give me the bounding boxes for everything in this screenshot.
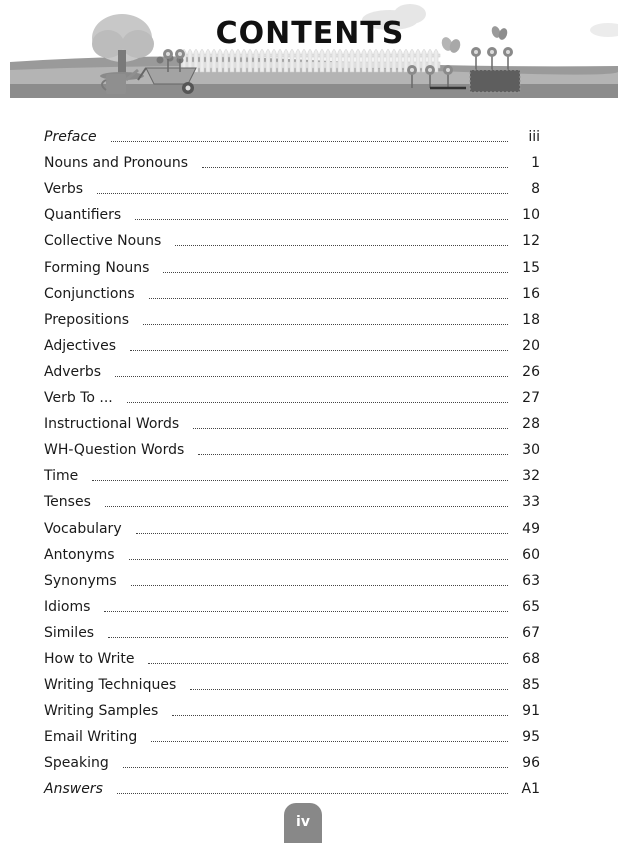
dot-leader <box>151 740 508 742</box>
toc-entry <box>44 642 540 668</box>
toc-entry <box>44 250 540 276</box>
toc-entry-page: 32 <box>522 468 540 485</box>
toc-entry-label: Collective Nouns <box>44 233 162 250</box>
toc-entry-page: 26 <box>522 363 540 380</box>
toc-entry-page: A1 <box>521 781 540 798</box>
toc-entry-label: Verb To ... <box>44 390 113 407</box>
toc-entry-page: 1 <box>531 155 540 172</box>
toc-entry <box>44 668 540 694</box>
toc-entry <box>44 694 540 720</box>
toc-entry-page: 16 <box>522 285 540 302</box>
toc-entry <box>44 772 540 798</box>
dot-leader <box>131 584 508 586</box>
toc-entry-page: 27 <box>522 390 540 407</box>
toc-entry <box>44 277 540 303</box>
dot-leader <box>135 218 508 220</box>
toc-entry-label: Quantifiers <box>44 207 122 224</box>
toc-entry-page: 60 <box>522 546 540 563</box>
toc-entry-label: Speaking <box>44 755 109 772</box>
toc-entry <box>44 564 540 590</box>
toc-entry-page: 8 <box>531 181 540 198</box>
toc-entry-label: Answers <box>44 781 103 798</box>
toc-entry <box>44 407 540 433</box>
dot-leader <box>104 610 508 612</box>
toc-entry <box>44 146 540 172</box>
toc-entry-label: Similes <box>44 624 95 641</box>
toc-entry-label: Forming Nouns <box>44 259 150 276</box>
toc-entry-page: 12 <box>522 233 540 250</box>
toc-entry-label: Nouns and Pronouns <box>44 155 189 172</box>
dot-leader <box>97 192 508 194</box>
toc-entry-page: 67 <box>522 624 540 641</box>
dot-leader <box>127 401 508 403</box>
toc-entry-label: Prepositions <box>44 311 130 328</box>
toc-entry-label: WH-Question Words <box>44 442 185 459</box>
dot-leader <box>202 166 508 168</box>
dot-leader <box>136 532 508 534</box>
dot-leader <box>193 427 508 429</box>
toc-entry-page: iii <box>528 129 540 146</box>
toc-entry-label: Writing Samples <box>44 703 159 720</box>
toc-entry <box>44 746 540 772</box>
dot-leader <box>123 766 508 768</box>
toc-entry-page: 15 <box>522 259 540 276</box>
dot-leader <box>149 297 508 299</box>
toc-entry <box>44 198 540 224</box>
toc-entry-page: 49 <box>522 520 540 537</box>
toc-entry-label: Writing Techniques <box>44 677 177 694</box>
toc-entry <box>44 172 540 198</box>
page-number-tab: iv <box>284 803 322 843</box>
dot-leader <box>130 349 508 351</box>
dot-leader <box>163 271 508 273</box>
toc-entry-page: 91 <box>522 703 540 720</box>
dot-leader <box>105 505 508 507</box>
toc-entry <box>44 381 540 407</box>
page-title: CONTENTS <box>215 16 405 51</box>
dot-leader <box>175 244 508 246</box>
toc-entry-page: 18 <box>522 311 540 328</box>
dot-leader <box>115 375 508 377</box>
dot-leader <box>108 636 508 638</box>
dot-leader <box>148 662 508 664</box>
toc-entry <box>44 224 540 250</box>
toc-entry-page: 85 <box>522 677 540 694</box>
toc-entry <box>44 511 540 537</box>
toc-entry-page: 28 <box>522 416 540 433</box>
toc-entry <box>44 433 540 459</box>
dot-leader <box>129 558 508 560</box>
dot-leader <box>198 453 508 455</box>
toc-entry-label: Conjunctions <box>44 285 135 302</box>
toc-entry-page: 10 <box>522 207 540 224</box>
toc-entry-label: Time <box>44 468 79 485</box>
toc-entry-label: Preface <box>44 129 97 146</box>
toc-entry <box>44 590 540 616</box>
toc-entry-page: 63 <box>522 572 540 589</box>
toc-entry-label: Adverbs <box>44 363 102 380</box>
dot-leader <box>111 140 508 142</box>
toc-entry-label: Idioms <box>44 598 91 615</box>
toc-entry <box>44 485 540 511</box>
dot-leader <box>117 792 508 794</box>
toc-entry <box>44 329 540 355</box>
toc-entry-label: Synonyms <box>44 572 117 589</box>
toc-entry <box>44 303 540 329</box>
toc-entry-page: 95 <box>522 729 540 746</box>
toc-entry-label: Email Writing <box>44 729 138 746</box>
toc-entry <box>44 538 540 564</box>
toc-entry-label: Adjectives <box>44 337 116 354</box>
toc-entry <box>44 120 540 146</box>
toc-entry-label: How to Write <box>44 650 135 667</box>
toc-entry <box>44 616 540 642</box>
toc-entry-page: 33 <box>522 494 540 511</box>
toc-entry-page: 68 <box>522 650 540 667</box>
toc-entry-label: Vocabulary <box>44 520 122 537</box>
dot-leader <box>143 323 508 325</box>
toc-entry <box>44 720 540 746</box>
toc-entry <box>44 459 540 485</box>
toc-entry-label: Instructional Words <box>44 416 180 433</box>
dot-leader <box>172 714 508 716</box>
toc-entry-label: Antonyms <box>44 546 115 563</box>
toc-entry-page: 20 <box>522 337 540 354</box>
toc-entry <box>44 355 540 381</box>
toc-entry-page: 96 <box>522 755 540 772</box>
toc-entry-page: 30 <box>522 442 540 459</box>
dot-leader <box>190 688 508 690</box>
toc-entry-label: Verbs <box>44 181 84 198</box>
toc-entry-page: 65 <box>522 598 540 615</box>
dot-leader <box>92 479 508 481</box>
table-of-contents <box>44 120 540 798</box>
toc-entry-label: Tenses <box>44 494 91 511</box>
